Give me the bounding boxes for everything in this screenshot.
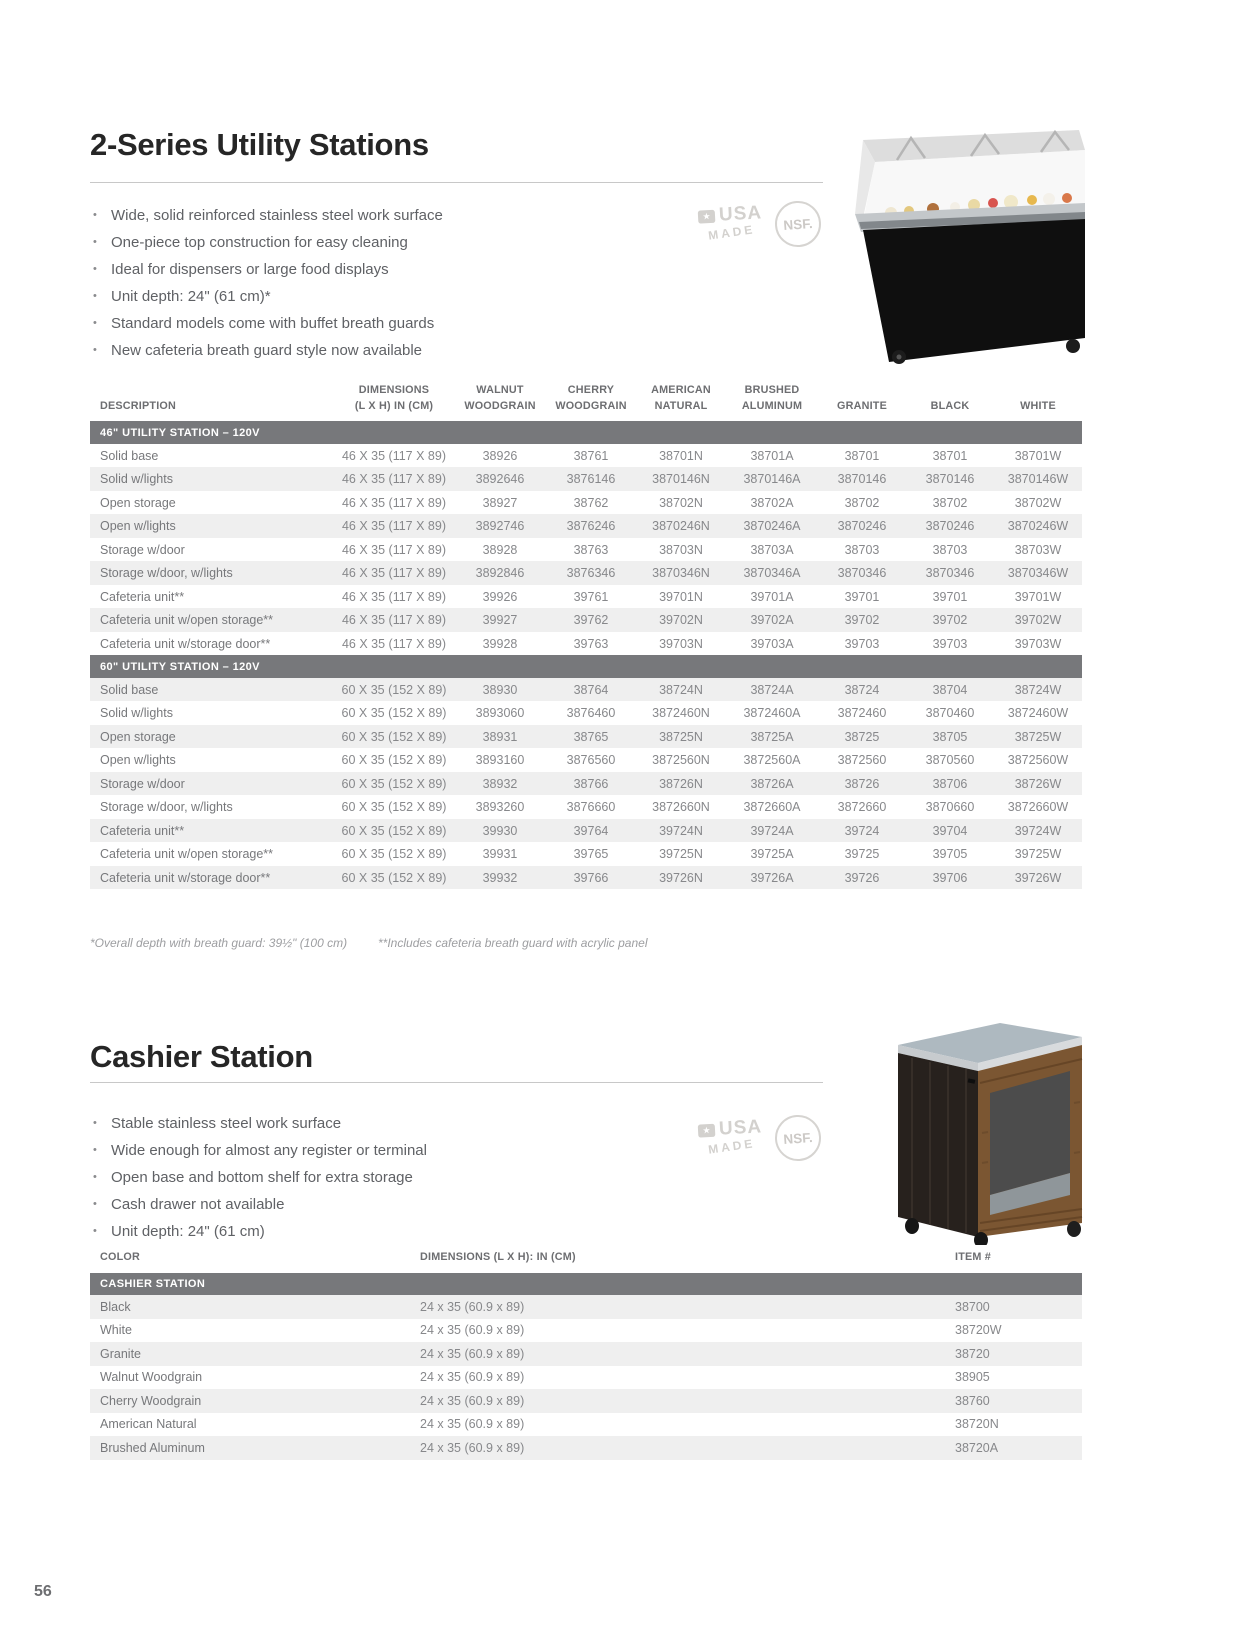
table-cell: Open storage [100, 495, 176, 510]
table-cell: 60 X 35 (152 X 89) [341, 776, 447, 791]
table-cell: 60 X 35 (152 X 89) [341, 847, 447, 862]
table-row [90, 1366, 1082, 1390]
table-cell: 3872560 [837, 753, 887, 768]
table-row [90, 561, 1082, 585]
table-cell: 3876246 [566, 519, 616, 534]
table-cell: 39726N [659, 870, 703, 885]
table-cell: 38700 [955, 1299, 990, 1314]
table-cell: 39703A [750, 636, 794, 651]
table-row [90, 1389, 1082, 1413]
table-cell: 38720 [955, 1346, 990, 1361]
table-cell: 3872460A [743, 706, 801, 721]
table-cell: 39706 [932, 870, 968, 885]
table-cell: 39702W [1014, 613, 1062, 628]
table-cell: 3892646 [475, 472, 525, 487]
table-row [90, 444, 1082, 468]
table-cell: Storage w/door, w/lights [100, 800, 233, 815]
table-cell: 38927 [482, 495, 518, 510]
bullet-item: • One-piece top construction for easy cleaning [90, 229, 443, 256]
usa-made-badge-2 [698, 1116, 763, 1157]
table-cell: Solid base [100, 448, 159, 463]
column-header: COLOR [100, 1251, 140, 1263]
table-cell: 39705 [932, 847, 968, 862]
table-cell: 39762 [573, 613, 609, 628]
table-row [90, 1319, 1082, 1343]
nsf-certification-icon-2: NSF. [773, 1113, 822, 1162]
table-cell: Cafeteria unit w/open storage** [100, 847, 274, 862]
table-cell: Solid base [100, 682, 159, 697]
table-cell: 38701 [932, 448, 968, 463]
table-cell: 46 X 35 (117 X 89) [341, 566, 446, 581]
footnote-depth: *Overall depth with breath guard: 39½" (100 cm) [90, 936, 348, 950]
table-cell: 39763 [573, 636, 609, 651]
table-cell: 3870346A [743, 566, 801, 581]
table-cell: 3872660N [652, 800, 710, 815]
table-cell: 24 x 35 (60.9 x 89) [420, 1299, 525, 1314]
utility-station-photo [833, 110, 1085, 366]
table-cell: 38931 [482, 729, 518, 744]
table-cell: 39766 [573, 870, 609, 885]
table-header-row [90, 383, 1082, 421]
section-label: 46" UTILITY STATION – 120V [90, 421, 1082, 444]
table-cell: 38702W [1014, 495, 1062, 510]
table-cell: 39724A [750, 823, 794, 838]
table-cell: 38725A [750, 729, 794, 744]
table-cell: Storage w/door, w/lights [100, 566, 233, 581]
table-cell: 38766 [573, 776, 609, 791]
table-row [90, 866, 1082, 890]
usa-label: USA [718, 1116, 763, 1140]
table-cell: 39725N [659, 847, 703, 862]
bullet-item: • Cash drawer not available [90, 1191, 427, 1218]
table-cell: 39725A [750, 847, 794, 862]
table-cell: Open storage [100, 729, 176, 744]
bullet-item: • Open base and bottom shelf for extra storage [90, 1164, 427, 1191]
table-cell: 38724A [750, 682, 794, 697]
table-cell: 46 X 35 (117 X 89) [341, 495, 446, 510]
table-cell: 46 X 35 (117 X 89) [341, 519, 446, 534]
table-cell: 3893160 [475, 753, 525, 768]
table-cell: 39930 [482, 823, 518, 838]
table-cell: 38926 [482, 448, 518, 463]
table-cell: 38705 [932, 729, 968, 744]
table-cell: 38726N [659, 776, 703, 791]
table-cell: 24 x 35 (60.9 x 89) [420, 1323, 525, 1338]
table-cell: 24 x 35 (60.9 x 89) [420, 1346, 525, 1361]
table-section-header [90, 655, 1082, 678]
table-cell: 38702 [932, 495, 968, 510]
table-cell: 38763 [573, 542, 609, 557]
table-cell: 46 X 35 (117 X 89) [341, 472, 446, 487]
table-cell: 60 X 35 (152 X 89) [341, 706, 447, 721]
table-cell: 38701N [659, 448, 703, 463]
table-cell: 3870246W [1007, 519, 1069, 534]
table-cell: 39724N [659, 823, 703, 838]
table-cell: 38702N [659, 495, 703, 510]
table-row [90, 632, 1082, 656]
column-header: ITEM # [955, 1251, 991, 1263]
cashier-spec-table [90, 1250, 1082, 1460]
table-section-header [90, 421, 1082, 444]
table-cell: 38726W [1014, 776, 1062, 791]
table-cell: 60 X 35 (152 X 89) [341, 753, 447, 768]
column-header: WALNUT WOODGRAIN [464, 384, 536, 412]
table-row [90, 1295, 1082, 1319]
column-header: CHERRY WOODGRAIN [555, 384, 627, 412]
column-header: DIMENSIONS (L X H) IN (CM) [354, 384, 434, 412]
table-cell: 38765 [573, 729, 609, 744]
bullet-item: • Wide enough for almost any register or terminal [90, 1137, 427, 1164]
table-cell: 39726A [750, 870, 794, 885]
column-header: GRANITE [837, 399, 887, 412]
table-cell: Solid w/lights [100, 472, 173, 487]
column-header: AMERICAN NATURAL [651, 384, 711, 412]
table-cell: 46 X 35 (117 X 89) [341, 448, 446, 463]
table-cell: 3872560A [743, 753, 801, 768]
table-cell: 39703 [932, 636, 968, 651]
table-row [90, 842, 1082, 866]
table-cell: 39928 [482, 636, 518, 651]
table-cell: 38726 [844, 776, 880, 791]
table-cell: 3876460 [566, 706, 616, 721]
table-cell: 39724 [844, 823, 880, 838]
table-row [90, 701, 1082, 725]
table-cell: 3876346 [566, 566, 616, 581]
table-cell: 3893260 [475, 800, 525, 815]
table-cell: Granite [100, 1346, 141, 1361]
table-cell: 3892746 [475, 519, 525, 534]
table-cell: 3870146 [925, 472, 975, 487]
table-cell: 60 X 35 (152 X 89) [341, 870, 447, 885]
table-cell: 38720A [955, 1440, 999, 1455]
table-cell: 3870246A [743, 519, 801, 534]
table-cell: 46 X 35 (117 X 89) [341, 542, 446, 557]
table-cell: 38703N [659, 542, 703, 557]
table-cell: 24 x 35 (60.9 x 89) [420, 1440, 525, 1455]
table-row [90, 467, 1082, 491]
table-cell: Cafeteria unit** [100, 823, 185, 838]
table-cell: 3870246 [925, 519, 975, 534]
table-cell: 38701 [844, 448, 880, 463]
table-cell: 3870146A [743, 472, 801, 487]
table-cell: 3872660W [1007, 800, 1069, 815]
bullet-item: • Unit depth: 24" (61 cm)* [90, 283, 443, 310]
table-cell: Open w/lights [100, 753, 176, 768]
table-cell: 39724W [1014, 823, 1062, 838]
table-cell: 38720W [955, 1323, 1002, 1338]
table-cell: 38726A [750, 776, 794, 791]
table-cell: 38928 [482, 542, 518, 557]
footnote-cafeteria: **Includes cafeteria breath guard with acrylic panel [378, 936, 648, 950]
table-cell: 3870346W [1007, 566, 1069, 581]
table-row [90, 1342, 1082, 1366]
table-cell: 38702 [844, 495, 880, 510]
table-cell: 38703 [932, 542, 968, 557]
table-cell: Cafeteria unit w/storage door** [100, 636, 271, 651]
table-cell: 39701W [1014, 589, 1062, 604]
bullet-item: • New cafeteria breath guard style now available [90, 337, 443, 364]
table-cell: 3870460 [925, 706, 975, 721]
table-cell: 39932 [482, 870, 518, 885]
table-section-header [90, 1273, 1082, 1296]
table-cell: 38701A [750, 448, 794, 463]
table-cell: 38725 [844, 729, 880, 744]
table-cell: White [100, 1323, 132, 1338]
table-cell: 3872460W [1007, 706, 1069, 721]
made-label: MADE [707, 1136, 757, 1157]
table-cell: 3893060 [475, 706, 525, 721]
table-cell: 38762 [573, 495, 609, 510]
table-cell: 38702A [750, 495, 794, 510]
cashier-section-title: Cashier Station [90, 1039, 313, 1074]
table-cell: Walnut Woodgrain [100, 1370, 203, 1385]
table-cell: 39926 [482, 589, 518, 604]
column-header: WHITE [1020, 399, 1056, 412]
column-header: BLACK [930, 399, 970, 412]
table-cell: 38703 [844, 542, 880, 557]
table-cell: 24 x 35 (60.9 x 89) [420, 1393, 525, 1408]
table-cell: 38724W [1014, 682, 1062, 697]
section-label: 60" UTILITY STATION – 120V [90, 655, 1082, 678]
table-row [90, 748, 1082, 772]
made-label: MADE [707, 222, 757, 243]
table-row [90, 1413, 1082, 1437]
table-cell: 38704 [932, 682, 968, 697]
table-cell: 3870660 [925, 800, 975, 815]
table-cell: Storage w/door [100, 542, 185, 557]
table-row [90, 725, 1082, 749]
table-cell: 38760 [955, 1393, 990, 1408]
utility-feature-list [90, 202, 443, 364]
table-cell: 38703A [750, 542, 794, 557]
table-cell: 39702 [844, 613, 880, 628]
table-cell: 3876560 [566, 753, 616, 768]
table-cell: Cafeteria unit w/open storage** [100, 613, 274, 628]
cashier-station-photo [878, 983, 1096, 1245]
table-row [90, 772, 1082, 796]
table-row [90, 1436, 1082, 1460]
table-cell: 38724N [659, 682, 703, 697]
table-cell: 3870146N [652, 472, 710, 487]
table-cell: Open w/lights [100, 519, 176, 534]
table-cell: 24 x 35 (60.9 x 89) [420, 1417, 525, 1432]
table-cell: 39701 [844, 589, 880, 604]
table-cell: 39703W [1014, 636, 1062, 651]
cashier-feature-list [90, 1110, 427, 1245]
table-row [90, 514, 1082, 538]
table-cell: 39701 [932, 589, 968, 604]
table-cell: 46 X 35 (117 X 89) [341, 613, 446, 628]
table-cell: 3876146 [566, 472, 616, 487]
nsf-certification-icon: NSF. [773, 199, 822, 248]
table-cell: Cafeteria unit** [100, 589, 185, 604]
utility-title-divider [90, 182, 823, 183]
table-cell: 39764 [573, 823, 609, 838]
bullet-item: • Stable stainless steel work surface [90, 1110, 427, 1137]
table-cell: American Natural [100, 1417, 197, 1432]
table-cell: 46 X 35 (117 X 89) [341, 589, 446, 604]
utility-section-title: 2-Series Utility Stations [90, 127, 429, 162]
table-cell: 39726 [844, 870, 880, 885]
table-row [90, 608, 1082, 632]
table-cell: Solid w/lights [100, 706, 173, 721]
table-cell: 60 X 35 (152 X 89) [341, 823, 447, 838]
table-row [90, 538, 1082, 562]
table-cell: 38725N [659, 729, 703, 744]
table-row [90, 819, 1082, 843]
table-cell: 60 X 35 (152 X 89) [341, 682, 447, 697]
column-header: DIMENSIONS (L X H): IN (CM) [420, 1251, 576, 1263]
table-cell: 39701N [659, 589, 703, 604]
table-cell: Black [100, 1299, 131, 1314]
table-row [90, 585, 1082, 609]
table-cell: 39765 [573, 847, 609, 862]
table-row [90, 491, 1082, 515]
usa-flag-icon: ★ [698, 1123, 716, 1137]
table-cell: 39702N [659, 613, 703, 628]
table-cell: 39703N [659, 636, 703, 651]
table-cell: 38703W [1014, 542, 1062, 557]
table-cell: 3870346 [925, 566, 975, 581]
table-cell: 3892846 [475, 566, 525, 581]
table-cell: 3872660A [743, 800, 801, 815]
table-cell: 38764 [573, 682, 609, 697]
table-cell: 39931 [482, 847, 518, 862]
usa-made-badge [698, 202, 763, 243]
table-cell: 39725W [1014, 847, 1062, 862]
column-header: DESCRIPTION [100, 399, 176, 412]
table-cell: Brushed Aluminum [100, 1440, 205, 1455]
table-cell: 38725W [1014, 729, 1062, 744]
table-cell: 38706 [932, 776, 968, 791]
table-cell: 3870246N [652, 519, 710, 534]
table-cell: 3872460 [837, 706, 887, 721]
table-cell: 38720N [955, 1417, 999, 1432]
table-cell: 39704 [932, 823, 968, 838]
table-cell: 38930 [482, 682, 518, 697]
table-cell: 39726W [1014, 870, 1062, 885]
table-cell: Cherry Woodgrain [100, 1393, 202, 1408]
table-cell: 38761 [573, 448, 609, 463]
table-cell: 24 x 35 (60.9 x 89) [420, 1370, 525, 1385]
table-cell: 39702 [932, 613, 968, 628]
page-number: 56 [34, 1583, 52, 1600]
table-cell: 39725 [844, 847, 880, 862]
table-cell: 38905 [955, 1370, 990, 1385]
table-cell: 3872560N [652, 753, 710, 768]
usa-label: USA [718, 202, 763, 226]
table-cell: 39927 [482, 613, 518, 628]
bullet-item: • Ideal for dispensers or large food displays [90, 256, 443, 283]
table-cell: 39703 [844, 636, 880, 651]
table-cell: 38932 [482, 776, 518, 791]
table-cell: 60 X 35 (152 X 89) [341, 800, 447, 815]
bullet-item: • Wide, solid reinforced stainless steel work surface [90, 202, 443, 229]
usa-flag-icon: ★ [698, 209, 716, 223]
table-cell: 46 X 35 (117 X 89) [341, 636, 446, 651]
table-cell: 3870560 [925, 753, 975, 768]
table-cell: 39702A [750, 613, 794, 628]
table-cell: 3876660 [566, 800, 616, 815]
bullet-item: • Unit depth: 24" (61 cm) [90, 1218, 427, 1245]
table-cell: 3872460N [652, 706, 710, 721]
section-label: CASHIER STATION [90, 1273, 1082, 1296]
table-cell: 39761 [573, 589, 609, 604]
table-cell: 3870246 [837, 519, 887, 534]
table-row [90, 678, 1082, 702]
table-cell: 3870146 [837, 472, 887, 487]
cashier-title-divider [90, 1082, 823, 1083]
table-cell: 3872660 [837, 800, 887, 815]
table-cell: 3872560W [1007, 753, 1069, 768]
table-cell: 38724 [844, 682, 880, 697]
column-header: BRUSHED ALUMINUM [741, 384, 803, 412]
table-cell: 39701A [750, 589, 794, 604]
table-cell: Storage w/door [100, 776, 185, 791]
table-row [90, 795, 1082, 819]
table-cell: Cafeteria unit w/storage door** [100, 870, 271, 885]
table-cell: 38701W [1014, 448, 1062, 463]
utility-spec-table [90, 383, 1082, 889]
bullet-item: • Standard models come with buffet breath guards [90, 310, 443, 337]
table-cell: 60 X 35 (152 X 89) [341, 729, 447, 744]
table-cell: 3870346N [652, 566, 710, 581]
table-cell: 3870346 [837, 566, 887, 581]
table-header-row [90, 1250, 1082, 1273]
table-cell: 3870146W [1007, 472, 1069, 487]
